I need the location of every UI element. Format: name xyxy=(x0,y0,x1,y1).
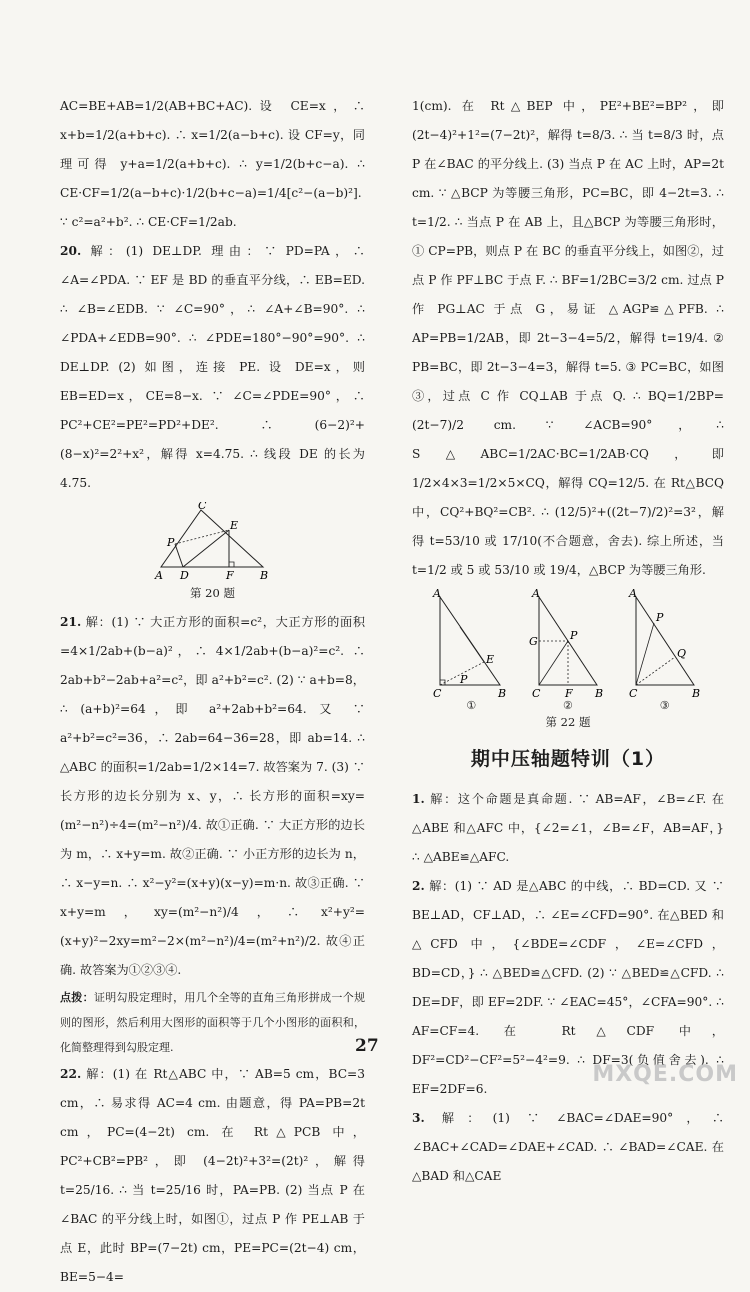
svg-text:P: P xyxy=(166,536,174,549)
question-number-s1: 1. xyxy=(412,792,425,806)
svg-text:A: A xyxy=(433,589,442,600)
svg-text:C: C xyxy=(433,687,442,699)
figure-22-label-2: ② xyxy=(563,699,573,712)
svg-text:F: F xyxy=(564,687,573,699)
figure-22-sub-3 xyxy=(626,589,704,713)
figure-20-diagram xyxy=(153,502,273,584)
figure-22-sub-2 xyxy=(529,589,607,713)
svg-text:B: B xyxy=(594,687,604,699)
svg-text:A: A xyxy=(531,589,540,600)
figure-22-caption: 第 22 题 xyxy=(545,715,591,729)
figure-22-sub-1 xyxy=(432,589,510,713)
section-title: 期中压轴题特训（1） xyxy=(470,748,666,770)
svg-text:A: A xyxy=(154,569,163,582)
answer-s2-text: 解：(1) ∵ AD 是△ABC 的中线，∴ BD=CD. 又 ∵ BE⊥AD，CF⊥AD，∴ ∠E=∠CFD=90°. 在△BED 和△CFD 中，{∠BDE=∠CDF，∠E=∠CFD，BD=CD，} ∴ △BED≌△CFD. (2) ∵ △BED≌△CFD. ∴ DE=DF，即 EF=2DF. ∵ ∠EAC=45°，∠CFA=90°. ∴ AF=CF=4. 在 Rt△CDF 中，DF²=CD²−CF²=5²−4²=9. ∴ DF=3(负值舍去). ∴ EF=2DF=6. xyxy=(412,879,724,1096)
figure-22-diagram-1 xyxy=(432,589,510,699)
right-column xyxy=(412,92,724,1191)
svg-text:G: G xyxy=(528,635,538,648)
tip-text: 证明勾股定理时，用几个全等的直角三角形拼成一个规则的图形，然后利用大图形的面积等于几个小图形的面积和，化简整理得到勾股定理. xyxy=(60,991,366,1054)
answer-22-text: 解：(1) 在 Rt△ABC 中，∵ AB=5 cm，BC=3 cm，∴ 易求得 AC=4 cm. 由题意，得 PA=PB=2t cm，PC=(4−2t) cm. 在 Rt△PCB 中，PC²+CB²=PB²，即 (4−2t)²+3²=(2t)²，解得 t=25/16. ∴ 当 t=25/16 时，PA=PB. (2) 当点 P 在 ∠BAC 的平分线上时，如图①，过点 P 作 PE⊥AB 于点 E，此时 BP=(7−2t) cm，PE=PC=(2t−4) cm，BE=5−4= xyxy=(60,1067,365,1284)
figure-20-caption: 第 20 题 xyxy=(190,586,235,600)
figure-22-label-3: ③ xyxy=(659,699,670,712)
answer-20 xyxy=(60,237,365,498)
answer-21-text: 解：(1) ∵ 大正方形的面积=c²，大正方形的面积=4×1/2ab+(b−a)²，∴ 4×1/2ab+(b−a)²=c². ∴ 2ab+b²−2ab+a²=c²，即 a²+b²=c². (2) ∵ a+b=8，∴ (a+b)²=64，即 a²+2ab+b²=64. 又 ∵ a²+b²=c²=36，∴ 2ab=64−36=28，即 ab=14. ∴ △ABC 的面积=1/2ab=1/2×14=7. 故答案为 7. (3) ∵ 长方形的边长分别为 x、y，∴ 长方形的面积=xy=(m²−n²)÷4=(m²−n²)/4. 故①正确. ∵ 大正方形的边长为 m，∴ x+y=m. 故②正确. ∵ 小正方形的边长为 n，∴ x−y=n. ∴ x²−y²=(x+y)(x−y)=m·n. 故③正确. ∵ x+y=m，xy=(m²−n²)/4，∴ x²+y²=(x+y)²−2xy=m²−2×(m²−n²)/4=(m²+n²)/2. 故④正确. 故答案为①②③④. xyxy=(60,615,366,977)
svg-text:P: P xyxy=(569,629,578,642)
question-number-22: 22. xyxy=(60,1067,82,1081)
tip-note xyxy=(60,985,365,1060)
question-number-20: 20. xyxy=(60,244,82,258)
answer-s1 xyxy=(412,785,724,872)
svg-text:C: C xyxy=(197,502,206,512)
answer-s3 xyxy=(412,1104,724,1191)
question-number-s2: 2. xyxy=(412,879,425,893)
svg-text:E: E xyxy=(229,519,238,532)
svg-text:C: C xyxy=(531,687,541,699)
svg-text:P: P xyxy=(655,611,664,624)
left-column xyxy=(60,92,365,1292)
figure-20 xyxy=(60,502,365,602)
answer-21 xyxy=(60,608,365,985)
tip-label: 点拨： xyxy=(60,991,94,1004)
figure-22-diagram-2 xyxy=(529,589,607,699)
question-number-s3: 3. xyxy=(412,1111,425,1125)
svg-text:B: B xyxy=(498,687,507,699)
svg-text:F: F xyxy=(225,569,234,582)
answer-continued-text: AC=BE+AB=1/2(AB+BC+AC).设 CE=x，∴ x+b=1/2(a+b+c). ∴ x=1/2(a−b+c). 设 CF=y，同理可得 y+a=1/2(a+b+c). ∴ y=1/2(b+c−a). ∴ CE·CF=1/2(a−b+c)·1/2(b+c−a)=1/4[c²−(a−b)²]. ∵ c²=a²+b². ∴ CE·CF=1/2ab. xyxy=(60,99,365,229)
svg-text:C: C xyxy=(628,687,638,699)
figure-22-diagram-3 xyxy=(626,589,704,699)
figure-22 xyxy=(412,589,724,731)
figure-22-label-1: ① xyxy=(466,699,477,712)
answer-20-text: 解：(1) DE⊥DP. 理由：∵ PD=PA，∴ ∠A=∠PDA. ∵ EF 是 BD 的垂直平分线，∴ EB=ED. ∴ ∠B=∠EDB. ∵ ∠C=90°，∴ ∠A+∠B=90°. ∴ ∠PDA+∠EDB=90°. ∴ ∠PDE=180°−90°=90°. ∴ DE⊥DP. (2) 如图，连接 PE. 设 DE=x，则 EB=ED=x，CE=8−x. ∵ ∠C=∠PDE=90°，∴ PC²+CE²=PE²=PD²+DE². ∴ (6−2)²+(8−x)²=2²+x²，解得 x=4.75. ∴ 线段 DE 的长为 4.75. xyxy=(60,244,365,490)
svg-text:E: E xyxy=(486,653,495,666)
question-number-21: 21. xyxy=(60,615,82,629)
watermark: MXQE.COM xyxy=(592,1062,738,1087)
figure-22-row xyxy=(423,589,713,713)
svg-text:A: A xyxy=(628,589,637,600)
svg-text:Q: Q xyxy=(676,647,686,660)
svg-text:D: D xyxy=(179,569,189,582)
answer-s1-text: 解：这个命题是真命题. ∵ AB=AF，∠B=∠F. 在△ABE 和△AFC 中，{∠2=∠1，∠B=∠F，AB=AF，} ∴ △ABE≌△AFC. xyxy=(412,792,724,864)
page-number: 27 xyxy=(355,1036,379,1056)
svg-text:B: B xyxy=(691,687,700,699)
answer-s3-text: 解：(1) ∵ ∠BAC=∠DAE=90°，∴ ∠BAC+∠CAD=∠DAE+∠CAD. ∴ ∠BAD=∠CAE. 在△BAD 和△CAE xyxy=(412,1111,725,1183)
svg-text:B: B xyxy=(259,569,268,582)
answer-22-continued: 1(cm). 在 Rt△BEP 中，PE²+BE²=BP²，即 (2t−4)²+1²=(7−2t)²，解得 t=8/3. ∴ 当 t=8/3 时，点 P 在∠BAC 的平分线上. (3) 当点 P 在 AC 上时，AP=2t cm. ∵ △BCP 为等腰三角形，PC=BC，即 4−2t=3. ∴ t=1/2. ∴ 当点 P 在 AB 上，且△BCP 为等腰三角形时，① CP=PB，则点 P 在 BC 的垂直平分线上，如图②，过点 P 作 PF⊥BC 于点 F. ∴ BF=1/2BC=3/2 cm. 过点 P 作 PG⊥AC 于点 G，易证 △AGP≌△PFB. ∴ AP=PB=1/2AB，即 2t−3−4=5/2，解得 t=19/4. ② PB=BC，即 2t−3−4=3，解得 t=5. ③ PC=BC，如图③，过点 C 作 CQ⊥AB 于点 Q. ∴ BQ=1/2BP=(2t−7)/2 cm. ∵ ∠ACB=90°，∴ S△ABC=1/2AC·BC=1/2AB·CQ，即 1/2×4×3=1/2×5×CQ，解得 CQ=12/5. 在 Rt△BCQ 中，CQ²+BQ²=CB². ∴ (12/5)²+((2t−7)/2)²=3²，解得 t=53/10 或 17/10(不合题意，舍去). 综上所述，当 t=1/2 或 5 或 53/10 或 19/4，△BCP 为等腰三角形. xyxy=(412,99,724,577)
svg-text:P: P xyxy=(460,673,468,686)
